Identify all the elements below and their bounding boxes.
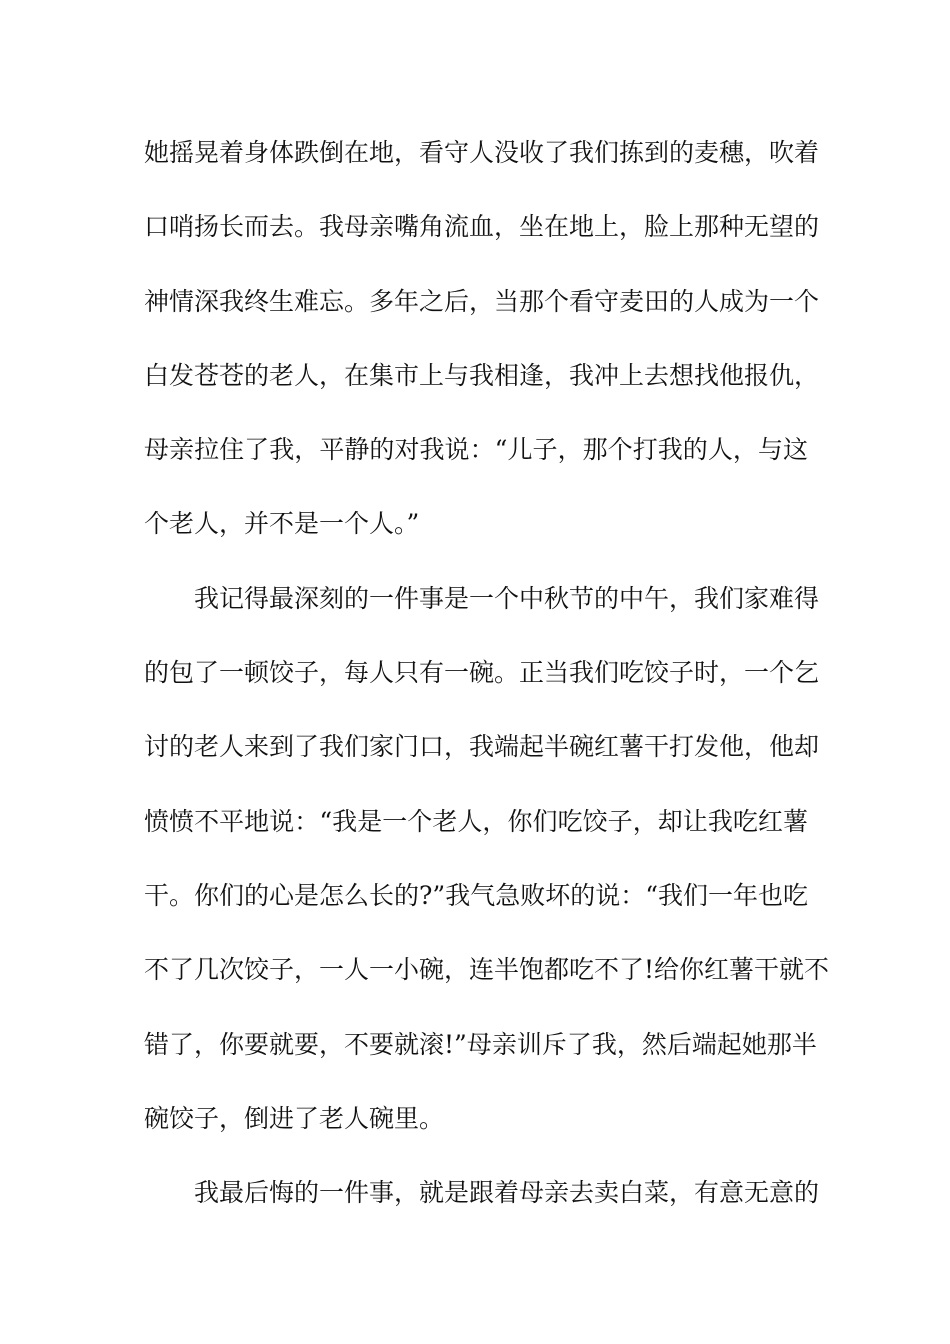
- text-line: 她摇晃着身体跌倒在地，看守人没收了我们拣到的麦穗，吹着: [144, 138, 820, 167]
- text-line: 干。你们的心是怎么长的?”我气急败坏的说：“我们一年也吃: [144, 880, 808, 910]
- text-line: 错了，你要就要，不要就滚!”母亲训斥了我，然后端起她那半: [144, 1029, 817, 1059]
- text-line: 个老人，并不是一个人。”: [144, 509, 420, 539]
- text-line: 愤愤不平地说：“我是一个老人，你们吃饺子，却让我吃红薯: [144, 806, 808, 836]
- text-line: 神情深我终生难忘。多年之后，当那个看守麦田的人成为一个: [144, 286, 820, 316]
- text-line: 母亲拉住了我，平静的对我说：“儿子，那个打我的人，与这: [144, 435, 808, 465]
- text-line: 的包了一顿饺子，每人只有一碗。正当我们吃饺子时，一个乞: [144, 658, 820, 688]
- text-line: 讨的老人来到了我们家门口，我端起半碗红薯干打发他，他却: [144, 732, 820, 762]
- text-line: 白发苍苍的老人，在集市上与我相逢，我冲上去想找他报仇，: [144, 360, 820, 390]
- body-text: [144, 130, 830, 1244]
- text-line: 不了几次饺子，一人一小碗，连半饱都吃不了!给你红薯干就不: [144, 955, 830, 985]
- text-line: 碗饺子，倒进了老人碗里。: [144, 1103, 445, 1133]
- text-line: 口哨扬长而去。我母亲嘴角流血，坐在地上，脸上那种无望的: [144, 212, 820, 242]
- text-line: 我最后悔的一件事，就是跟着母亲去卖白菜，有意无意的: [194, 1178, 820, 1208]
- text-line: 我记得最深刻的一件事是一个中秋节的中午，我们家难得: [194, 583, 820, 613]
